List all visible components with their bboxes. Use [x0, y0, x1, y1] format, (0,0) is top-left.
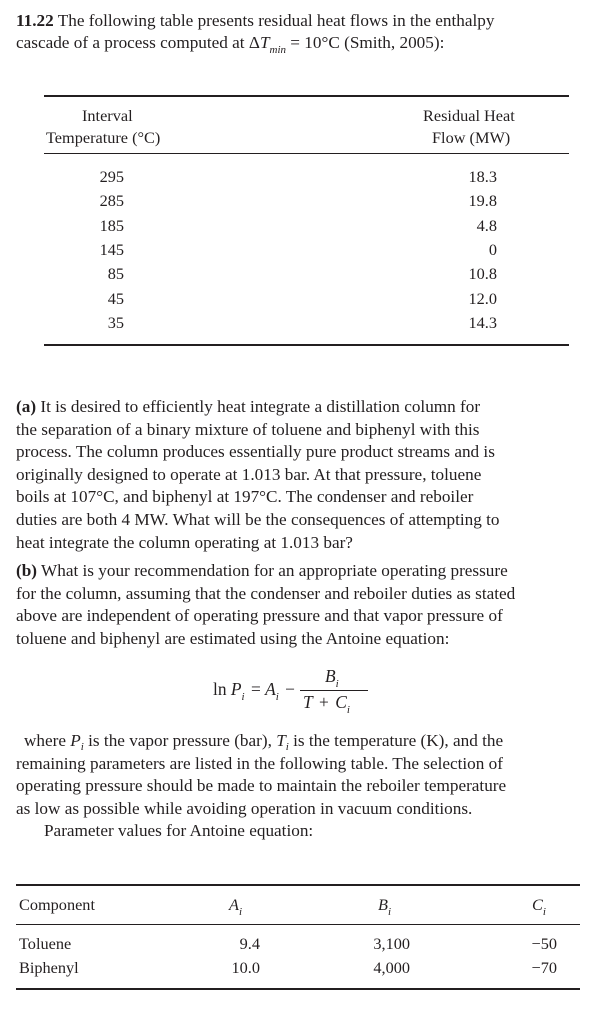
- table1-col2-header-line2: Flow (MW): [432, 128, 511, 147]
- table1-flow-cell: 10.8: [468, 264, 497, 284]
- table2-a-cell: 10.0: [231, 958, 260, 977]
- where-line-1: where $P_i$ is the vapor pressure (bar), $T_i$ is the temperature (K), and the: [24, 731, 504, 753]
- equation-fraction-bar: [300, 690, 368, 691]
- equation-denominator: $T + C_i$: [303, 692, 350, 716]
- part-a-line: (a) It is desired to efficiently heat integrate a distillation column for: [16, 397, 481, 416]
- table1-temp-cell: 145: [99, 239, 124, 259]
- table1-flow-cell: 0: [488, 239, 497, 259]
- table2-b-cell: 4,000: [373, 958, 410, 977]
- part-b-line: toluene and biphenyl are estimated using the Antoine equation:: [16, 628, 450, 648]
- part-a-line: process. The column produces essentially pure product streams and is: [16, 442, 495, 462]
- problem-intro-line-2: cascade of a process computed at $\Delta T_{min} = 10^\circ C$ (Smith, 2005):: [16, 33, 445, 56]
- equation-lhs: $\ln P_i = A_i$ −: [213, 679, 295, 703]
- table2-component-cell: Biphenyl: [19, 958, 79, 977]
- table2-header-rule: [16, 924, 580, 925]
- table1-temp-cell: 85: [107, 264, 124, 284]
- table1-temp-cell: 45: [107, 288, 124, 308]
- table1-temp-cell: 185: [99, 215, 124, 235]
- problem-intro-line-1: 11.22 The following table presents residual heat flows in the enthalpy: [16, 11, 495, 30]
- table2-header-c: $C_i$: [532, 895, 546, 918]
- table2-bottom-rule: [16, 988, 580, 990]
- table1-flow-cell: 12.0: [468, 288, 497, 308]
- part-a-line: originally designed to operate at 1.013 bar. At that pressure, toluene: [16, 464, 482, 484]
- part-b-line: (b) What is your recommendation for an appropriate operating pressure: [16, 561, 508, 580]
- table2-header-component: Component: [19, 895, 95, 914]
- part-a-line: the separation of a binary mixture of toluene and biphenyl with this: [16, 419, 480, 439]
- table1-temp-cell: 285: [99, 191, 124, 211]
- table1-col1-header-line1: Interval: [82, 106, 133, 125]
- where-line: remaining parameters are listed in the following table. The selection of: [16, 753, 503, 773]
- table1-flow-cell: 4.8: [476, 215, 497, 235]
- part-b-label: (b): [16, 561, 38, 580]
- part-a-line: heat integrate the column operating at 1.013 bar?: [16, 532, 353, 552]
- equation-numerator: $B_i$: [325, 666, 339, 690]
- part-b-line: above are independent of operating pressure and that vapor pressure of: [16, 606, 503, 626]
- table2-header-a: $A_i$: [229, 895, 243, 918]
- table1-header-rule: [44, 153, 569, 154]
- table1-temp-cell: 295: [99, 167, 124, 186]
- table2-b-cell: 3,100: [373, 934, 410, 953]
- table2-header-b: $B_i$: [378, 895, 392, 918]
- table2-top-rule: [16, 884, 580, 886]
- table1-temp-cell: 35: [107, 312, 124, 332]
- table2-c-cell: −50: [531, 934, 557, 953]
- part-a-label: (a): [16, 397, 37, 416]
- table1-flow-cell: 14.3: [468, 312, 497, 332]
- table1-flow-cell: 18.3: [468, 167, 497, 186]
- part-a-line: duties are both 4 MW. What will be the consequences of attempting to: [16, 510, 500, 529]
- part-a-line: boils at 107°C, and biphenyl at 197°C. The condenser and reboiler: [16, 487, 474, 507]
- table2-c-cell: −70: [531, 958, 557, 977]
- table1-col1-header-line2: Temperature (°C): [46, 128, 161, 147]
- table2-component-cell: Toluene: [19, 934, 72, 953]
- table1-top-rule: [44, 95, 569, 97]
- table2-a-cell: 9.4: [239, 934, 260, 953]
- part-b-line: for the column, assuming that the condenser and reboiler duties as stated: [16, 583, 516, 603]
- table2-caption: Parameter values for Antoine equation:: [44, 821, 314, 840]
- table1-col2-header-line1: Residual Heat: [423, 106, 515, 125]
- where-line: operating pressure should be made to maintain the reboiler temperature: [16, 776, 507, 796]
- table1-flow-cell: 19.8: [468, 191, 497, 211]
- problem-number: 11.22: [16, 11, 54, 30]
- where-line: as low as possible while avoiding operation in vacuum conditions.: [16, 798, 473, 818]
- table1-bottom-rule: [44, 344, 569, 346]
